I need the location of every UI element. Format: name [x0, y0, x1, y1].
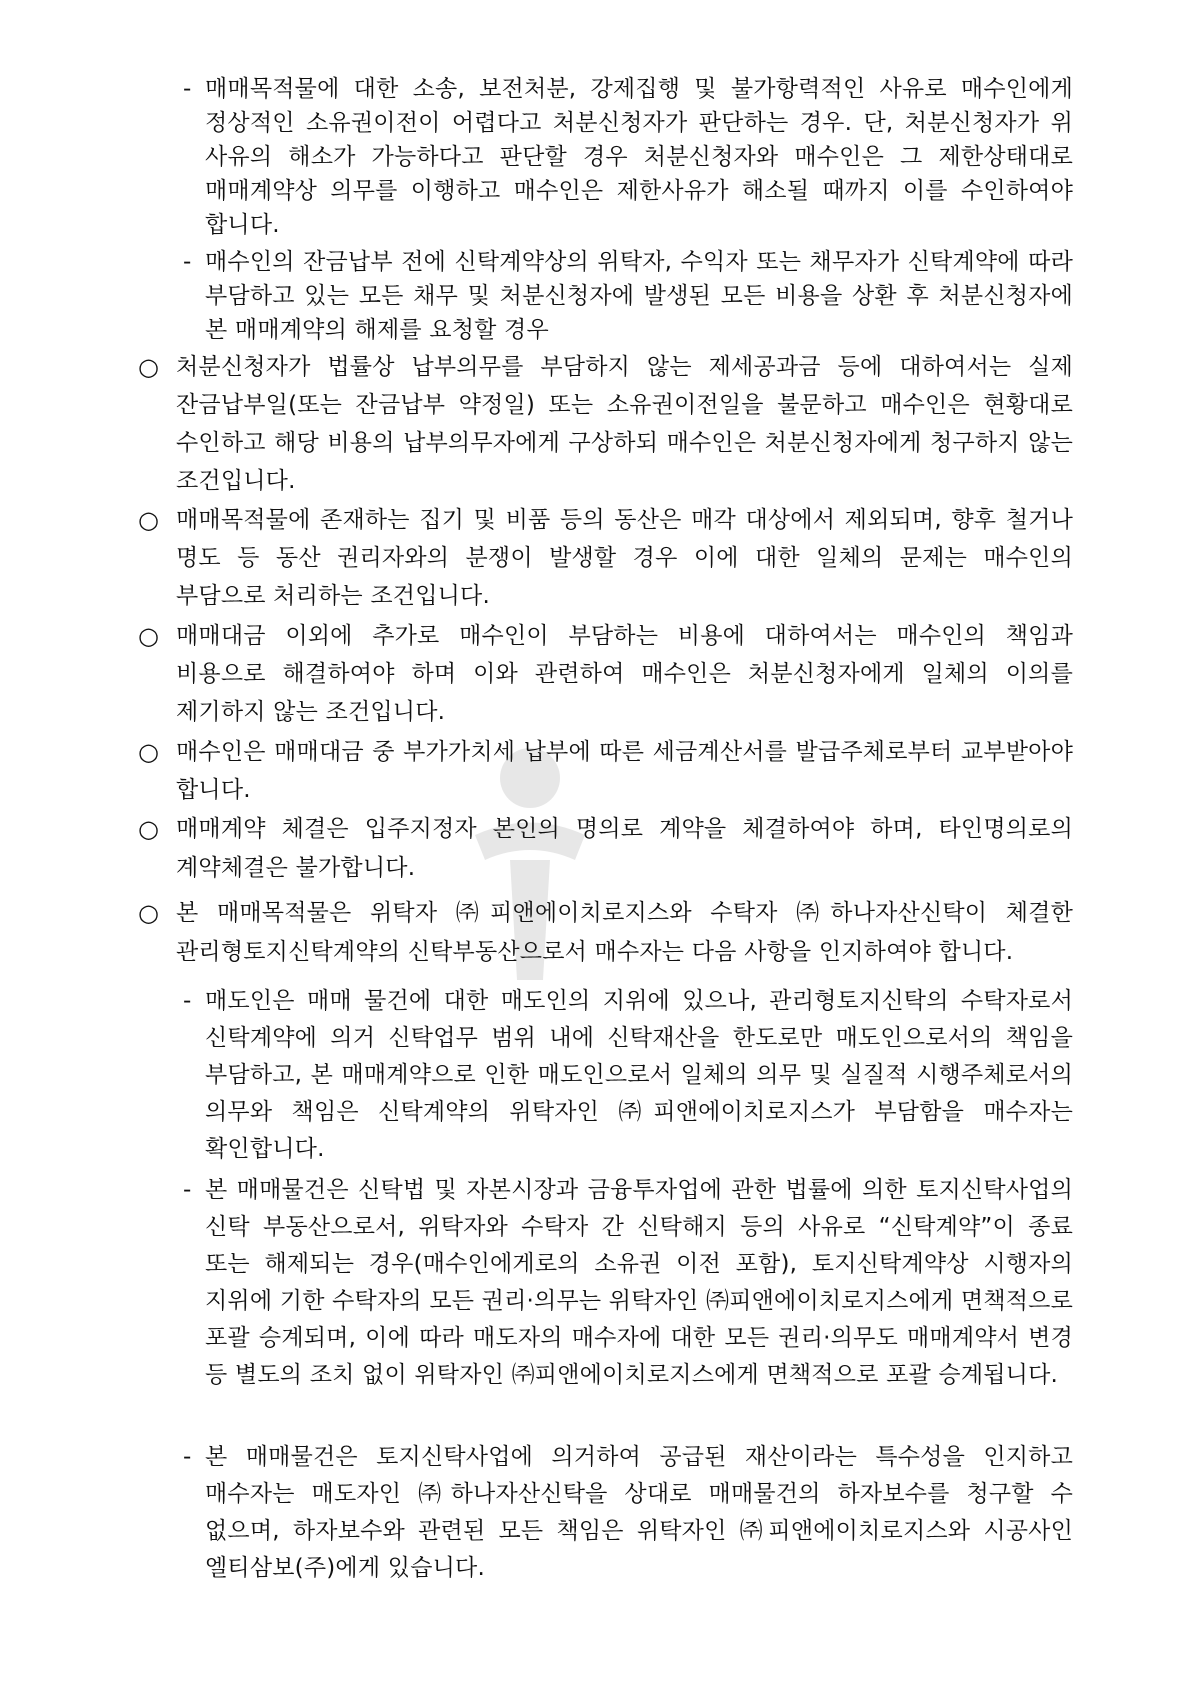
item-text: 매매목적물에 존재하는 집기 및 비품 등의 동산은 매각 대상에서 제외되며, 향후 철거나 명도 등 동산 권리자와의 분쟁이 발생할 경우 이에 대한 일체의 문제는 매수인의 부담으로 처리하는 조건입니다. — [176, 507, 1073, 609]
list-item — [183, 983, 1073, 1168]
dash-marker: - — [183, 249, 192, 275]
item-text: 매매대금 이외에 추가로 매수인이 부담하는 비용에 대하여서는 매수인의 책임과 비용으로 해결하여야 하며 이와 관련하여 매수인은 처분신청자에게 일체의 이의를 제기하지 않는 조건입니다. — [176, 623, 1073, 725]
item-text: 본 매매물건은 신탁법 및 자본시장과 금융투자업에 관한 법률에 의한 토지신탁사업의 신탁 부동산으로서, 위탁자와 수탁자 간 신탁해지 등의 사유로 “신탁계약”이 종료 또는 해제되는 경우(매수인에게로의 소유권 이전 포함), 토지신탁계약상 시행자의 지위에 기한 수탁자의 모든 권리·의무는 위탁자인 ㈜피앤에이치로지스에게 면책적으로 포괄 승계되며, 이에 따라 매도자의 매수자에 대한 모든 권리·의무도 매매계약서 변경 등 별도의 조치 없이 위탁자인 ㈜피앤에이치로지스에게 면책적으로 포괄 승계됩니다. — [205, 1177, 1073, 1388]
list-item — [138, 810, 1073, 888]
dash-marker: - — [183, 988, 192, 1014]
item-text: 매매목적물에 대한 소송, 보전처분, 강제집행 및 불가항력적인 사유로 매수인에게 정상적인 소유권이전이 어렵다고 처분신청자가 판단하는 경우. 단, 처분신청자가 위 사유의 해소가 가능하다고 판단할 경우 처분신청자와 매수인은 그 제한상태대로 매매계약상 의무를 이행하고 매수인은 제한사유가 해소될 때까지 이를 수인하여야 합니다. — [205, 76, 1073, 238]
circle-marker: ○ — [138, 815, 160, 843]
item-text: 매수인은 매매대금 중 부가가치세 납부에 따른 세금계산서를 발급주체로부터 교부받아야 합니다. — [176, 739, 1073, 803]
list-item — [138, 348, 1073, 500]
item-text: 매매계약 체결은 입주지정자 본인의 명의로 계약을 체결하여야 하며, 타인명의로의 계약체결은 불가합니다. — [176, 816, 1073, 881]
circle-marker: ○ — [138, 738, 160, 766]
list-item — [138, 501, 1073, 615]
circle-marker: ○ — [138, 353, 160, 381]
circle-marker: ○ — [138, 506, 160, 534]
list-item — [138, 894, 1073, 972]
list-item — [138, 617, 1073, 731]
dash-marker: - — [183, 76, 192, 102]
list-item — [183, 1439, 1073, 1587]
item-text: 매수인의 잔금납부 전에 신탁계약상의 위탁자, 수익자 또는 채무자가 신탁계약에 따라 부담하고 있는 모든 채무 및 처분신청자에 발생된 모든 비용을 상환 후 처분신청자에 본 매매계약의 해제를 요청할 경우 — [205, 249, 1073, 343]
list-item — [138, 733, 1073, 809]
dash-marker: - — [183, 1177, 192, 1203]
list-item — [183, 72, 1073, 242]
list-item — [183, 1172, 1073, 1394]
dash-marker: - — [183, 1444, 192, 1470]
item-text: 매도인은 매매 물건에 대한 매도인의 지위에 있으나, 관리형토지신탁의 수탁자로서 신탁계약에 의거 신탁업무 범위 내에 신탁재산을 한도로만 매도인으로서의 책임을 부담하고, 본 매매계약으로 인한 매도인으로서 일체의 의무 및 실질적 시행주체로서의 의무와 책임은 신탁계약의 위탁자인 ㈜피앤에이치로지스가 부담함을 매수자는 확인합니다. — [205, 988, 1073, 1162]
circle-marker: ○ — [138, 899, 160, 927]
circle-marker: ○ — [138, 622, 160, 650]
item-text: 본 매매목적물은 위탁자 ㈜피앤에이치로지스와 수탁자 ㈜하나자산신탁이 체결한 관리형토지신탁계약의 신탁부동산으로서 매수자는 다음 사항을 인지하여야 합니다. — [176, 900, 1073, 965]
item-text: 본 매매물건은 토지신탁사업에 의거하여 공급된 재산이라는 특수성을 인지하고 매수자는 매도자인 ㈜하나자산신탁을 상대로 매매물건의 하자보수를 청구할 수 없으며, 하자보수와 관련된 모든 책임은 위탁자인 ㈜피앤에이치로지스와 시공사인 엘티삼보(주)에게 있습니다. — [205, 1444, 1073, 1581]
item-text: 처분신청자가 법률상 납부의무를 부담하지 않는 제세공과금 등에 대하여서는 실제 잔금납부일(또는 잔금납부 약정일) 또는 소유권이전일을 불문하고 매수인은 현황대로 수인하고 해당 비용의 납부의무자에게 구상하되 매수인은 처분신청자에게 청구하지 않는 조건입니다. — [176, 354, 1073, 494]
list-item — [183, 245, 1073, 347]
